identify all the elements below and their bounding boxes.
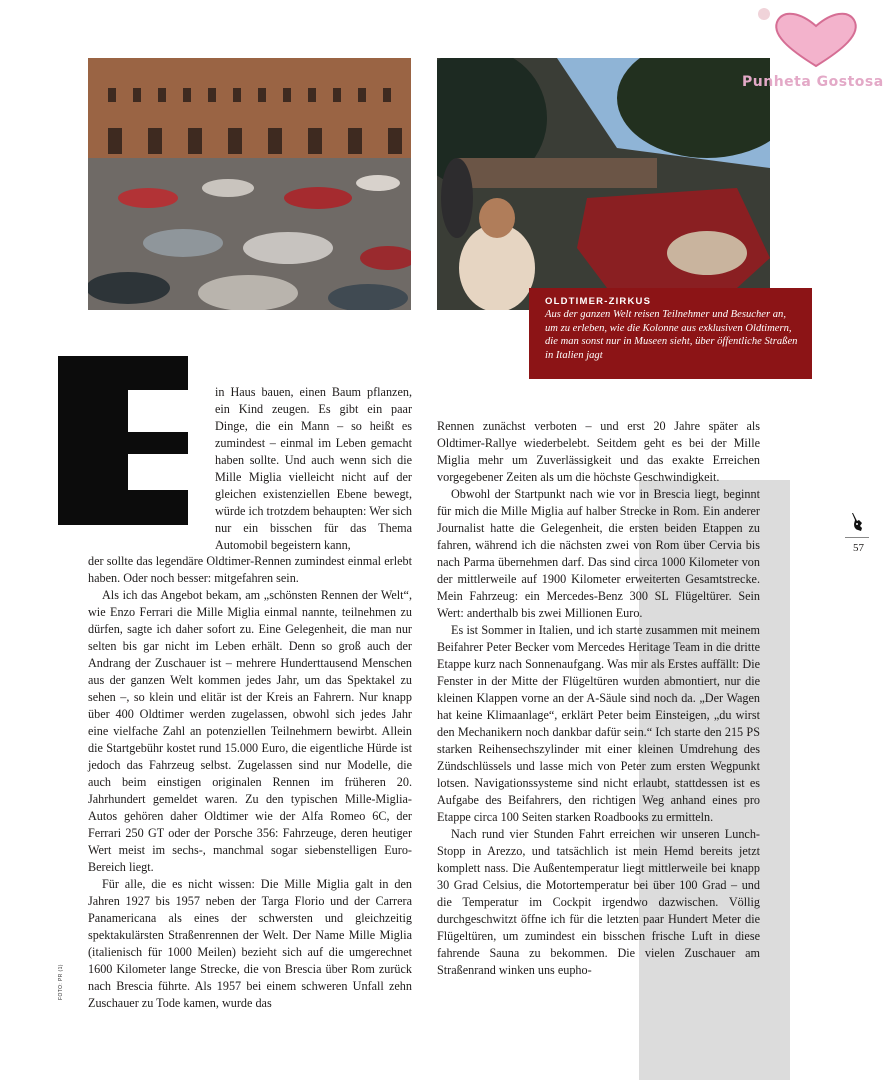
dropcap-letter-e	[58, 356, 188, 525]
article-intro-beside-initial	[215, 384, 412, 554]
paragraph-angebot: Als ich das Angebot bekam, am „schönsten Rennen der Welt“, wie Enzo Ferrari die Mille Miglia einmal nannte, teilnehmen zu dürfen, sagte ich daher sofort zu. Eine Gelegenheit, die man nur selten bis gar nicht im Leben erhält. Denn so groß auch der Andrang der Zuschauer ist – mehrere Hunderttausend Menschen aus der ganzen Welt kommen jedes Jahr, um das Spektakel zu sehen –, so klein und elitär ist der Kreis an Fahrern. Nur knapp über 400 Oldtimer werden zugelassen, obwohl sich jedes Jahr eine vielfache Zahl an potenziellen Teilnehmern bewirbt. Allein die Startgebühr kostet rund 15.000 Euro, die eigentliche Hürde ist jedoch das Fahrzeug selbst. Zugelassen sind nur Modelle, die auch beim einstigen originalen Rennen im früheren 20. Jahrhundert gemeldet waren. Zu den typischen Mille-Miglia-Autos gehören daher Oldtimer wie der Alfa Romeo 6C, der Ferrari 250 GT oder der Porsche 356: Fahrzeuge, deren heutiger Wert meist im sechs-, manchmal sogar siebenstelligen Euro-Bereich liegt.	[88, 588, 412, 874]
article-column-left	[88, 553, 412, 1012]
paragraph-sommer: Es ist Sommer in Italien, und ich starte zusammen mit meinem Beifahrer Peter Becker vom Mercedes Heritage Team in die dritte Etappe kurz nach Sonnenaufgang. Was mir als Erstes auffällt: Die Fenster in der Mitte der Flügeltüren wurden abmontiert, nur die kleinen Klappen vorne an der A-Säule sind noch da. „Der Wagen hat keine Klimaanlage“, erklärt Peter beim Einsteigen, „du wirst den Mechanikern noch dankbar dafür sein.“ Ich starte den 215 PS starken Reihensechszylinder mit einer kleinen Umdrehung des Zündschlüssels und lasse mich von Peter zum ersten Wegpunkt lotsen. Navigationssysteme sind nicht erlaubt, stattdessen ist es Aufgabe des Beifahrers, den richtigen Weg anhand eines pro Etappe circa 100 Seiten starken Roadbooks zu ermitteln.	[437, 623, 760, 824]
intro-paragraph-part1: in Haus bauen, einen Baum pflanzen, ein Kind zeugen. Es gibt ein paar Dinge, die ein Mann – so heißt es zumindest – einmal im Leben gemacht haben sollte. Und auch wenn sich die Mille Miglia vielleicht nicht auf der gleichen existenziellen Ebene bewegt, würde ich trotzdem behaupten: Wer sich nur ein bisschen für das Thema Automobil begeistern kann,	[215, 385, 412, 552]
caption-text: Aus der ganzen Welt reisen Teilnehmer und Besucher an, um zu erleben, wie die Kolonne aus exklusiven Oldtimern, die man sonst nur in Museen sieht, über öffentliche Straßen in Italien jagt	[545, 309, 798, 361]
photo-piazza-graphic	[88, 58, 411, 310]
intro-paragraph-part2: der sollte das legendäre Oldtimer-Rennen zumindest einmal erlebt haben. Oder noch besser: mitgefahren sein.	[88, 554, 412, 585]
playboy-bunny-icon	[849, 512, 867, 537]
paragraph-geschichte-cont: Rennen zunächst verboten – und erst 20 Jahre später als Oldtimer-Rallye wiederbelebt. Seitdem geht es bei der Mille Miglia mehr um Zuverlässigkeit und das exakte Erreichen vorgegebener Zeiten als um die höchste Geschwindigkeit.	[437, 419, 760, 484]
photo-fluegeltuerer	[437, 58, 770, 310]
photo-piazza-oldtimer	[88, 58, 411, 310]
photo-caption-box	[529, 288, 812, 379]
article-column-right	[437, 418, 760, 979]
page-number: 57	[853, 542, 864, 554]
paragraph-geschichte: Für alle, die es nicht wissen: Die Mille Miglia galt in den Jahren 1927 bis 1957 neben der Targa Florio und der Carrera Panamericana als eines der schwersten und gleichzeitig spektakulärsten Straßenrennen der Welt. Der Name Mille Miglia (italienisch für 1000 Meilen) bezieht sich auf die umgerechnet 1600 Kilometer lange Strecke, die von Brescia über Rom zurück nach Brescia führte. Als 1957 bei einem schweren Unfall zehn Zuschauer zu Tode kamen, wurde das	[88, 877, 412, 1010]
caption-title: OLDTIMER-ZIRKUS	[545, 296, 652, 307]
page-number-rule	[845, 537, 869, 538]
paragraph-arezzo: Nach rund vier Stunden Fahrt erreichen wir unseren Lunch-Stopp in Arezzo, und tatsächlich ist mein Hemd bereits jetzt komplett nass. Die Außentemperatur liegt mittlerweile bei knapp 30 Grad Celsius, die Motortemperatur bei über 100 Grad – und die Temperatur im Cockpit irgendwo dazwischen. Völlig durchgeschwitzt öffne ich für die letzten paar Hundert Meter die Flügeltüren, um zumindest ein bisschen frische Luft in diese fahrende Sauna zu bekommen. Die vielen Zuschauer am Straßenrand winken uns eupho-	[437, 827, 760, 977]
photo-credit: FOTO: PR (1)	[58, 964, 64, 1000]
paragraph-startpunkt: Obwohl der Startpunkt nach wie vor in Brescia liegt, beginnt für mich die Mille Miglia auf halber Strecke in Rom. Ein anderer Journalist hatte die Gelegenheit, die ersten beiden Etappen zu fahren, während ich die nächsten zwei von Rom über Cervia bis nach Parma übernehmen darf. Das sind circa 1000 Kilometer von der mittlerweile auf 1900 Kilometer erweiterten Gesamtstrecke. Mein Fahrzeug: ein Mercedes-Benz 300 SL Flügeltürer. Sein Wert: anderthalb bis zwei Millionen Euro.	[437, 487, 760, 620]
photo-fluegeltuerer-graphic	[437, 58, 770, 310]
watermark-text: Punheta Gostosa	[742, 74, 884, 90]
watermark-logo	[738, 4, 895, 98]
